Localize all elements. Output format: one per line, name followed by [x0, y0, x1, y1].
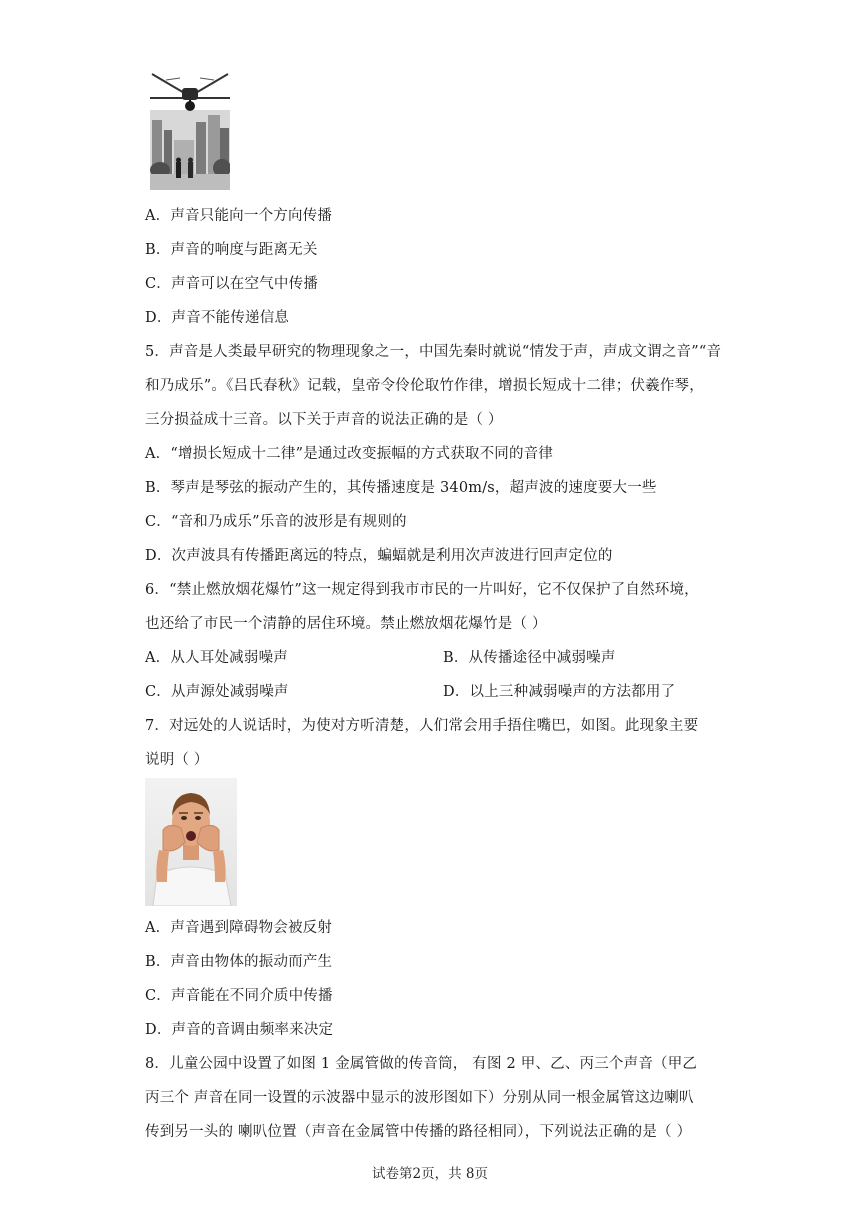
q7-stem-line-1: 7．对远处的人说话时，为使对方听清楚，人们常会用手捂住嘴巴，如图。此现象主要 — [145, 718, 699, 734]
q7-option-a: A．声音遇到障碍物会被反射 — [145, 920, 333, 936]
q5-option-b: B．琴声是琴弦的振动产生的，其传播速度是 340m/s，超声波的速度要大一些 — [145, 480, 657, 496]
q6-option-a: A．从人耳处减弱噪声 — [145, 650, 288, 666]
q8-stem-line-2: 丙三个 声音在同一设置的示波器中显示的波形图如下）分别从同一根金属管这边喇叭 — [145, 1090, 694, 1106]
page-footer: 试卷第2页，共 8页 — [372, 1166, 488, 1182]
q6-stem-line-2: 也还给了市民一个清静的居住环境。禁止燃放烟花爆竹是（ ） — [145, 616, 547, 632]
q8-stem-line-1: 8．儿童公园中设置了如图 1 金属管做的传音筒， 有图 2 甲、乙、丙三个声音（甲乙 — [145, 1056, 698, 1072]
q5-stem-line-3: 三分损益成十三音。以下关于声音的说法正确的是（ ） — [145, 412, 503, 428]
q6-option-c: C．从声源处减弱噪声 — [145, 684, 289, 700]
q5-option-a: A．“增损长短成十二律”是通过改变振幅的方式获取不同的音律 — [145, 446, 554, 462]
q7-option-c: C．声音能在不同介质中传播 — [145, 988, 333, 1004]
q4-option-a: A．声音只能向一个方向传播 — [145, 208, 333, 224]
shouting-man-photo — [145, 778, 237, 906]
q6-option-b: B．从传播途径中减弱噪声 — [443, 650, 616, 666]
q8-stem-line-3: 传到另一头的 喇叭位置（声音在金属管中传播的路径相同），下列说法正确的是（ ） — [145, 1124, 692, 1140]
q7-option-b: B．声音由物体的振动而产生 — [145, 954, 333, 970]
q5-stem-line-2: 和乃成乐”。《吕氏春秋》记载，皇帝令伶伦取竹作律，增损长短成十二律；伏羲作琴， — [145, 378, 704, 394]
q5-option-d: D．次声波具有传播距离远的特点，蝙蝠就是利用次声波进行回声定位的 — [145, 548, 613, 564]
q4-option-d: D．声音不能传递信息 — [145, 310, 290, 326]
q6-option-d: D．以上三种减弱噪声的方法都用了 — [443, 684, 676, 700]
q7-option-d: D．声音的音调由频率来决定 — [145, 1022, 334, 1038]
q4-option-b: B．声音的响度与距离无关 — [145, 242, 318, 258]
q5-stem-line-1: 5．声音是人类最早研究的物理现象之一，中国先秦时就说“情发于声，声成文谓之音”“音 — [145, 344, 722, 360]
drone-photo — [150, 70, 230, 190]
q5-option-c: C．“音和乃成乐”乐音的波形是有规则的 — [145, 514, 407, 530]
q7-stem-line-2: 说明（ ） — [145, 752, 209, 768]
q6-stem-line-1: 6．“禁止燃放烟花爆竹”这一规定得到我市市民的一片叫好，它不仅保护了自然环境， — [145, 582, 699, 598]
q4-option-c: C．声音可以在空气中传播 — [145, 276, 318, 292]
